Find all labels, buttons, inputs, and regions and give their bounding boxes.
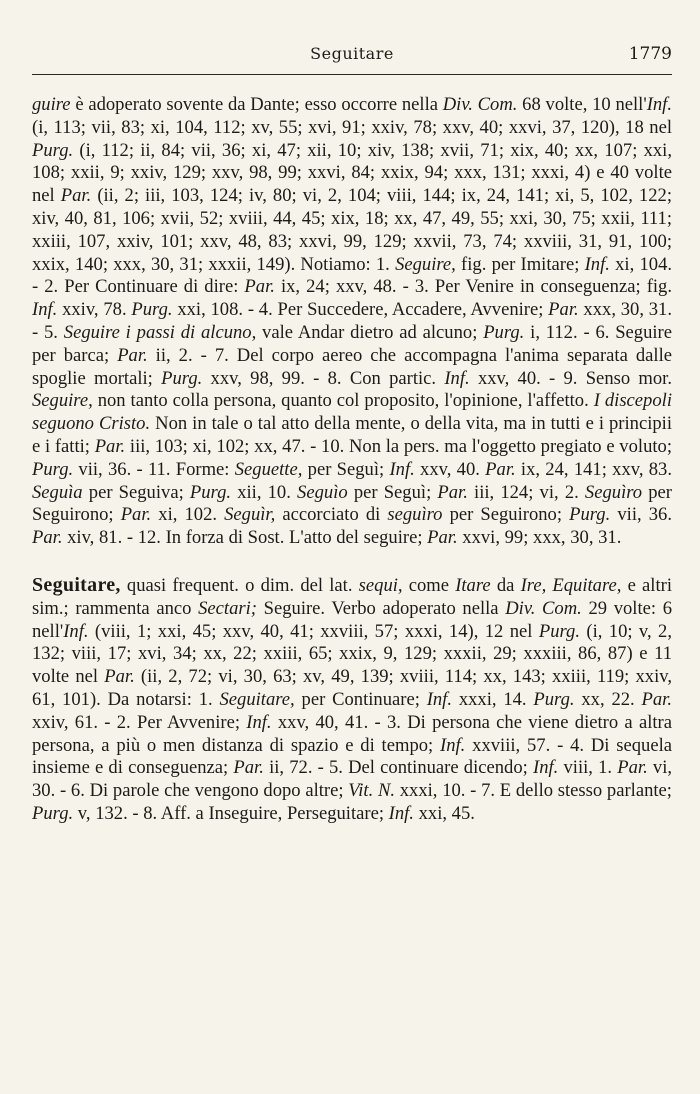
italic-citation: Purg. <box>483 321 525 343</box>
italic-citation: Sectari; <box>198 597 257 619</box>
italic-citation: Par. <box>60 185 92 207</box>
italic-citation: Par. <box>427 527 458 549</box>
italic-citation: Seguìo <box>297 481 348 503</box>
italic-citation: Par. <box>641 688 672 710</box>
italic-citation: Inf. <box>646 94 672 115</box>
italic-citation: Purg. <box>569 504 611 526</box>
italic-citation: Inf. <box>246 711 272 733</box>
italic-citation: Seguette, <box>234 458 303 480</box>
italic-citation: Par. <box>617 757 648 779</box>
page-number: 1779 <box>628 44 672 64</box>
italic-citation: Par. <box>548 299 579 321</box>
italic-citation: Par. <box>104 666 135 688</box>
italic-citation: Par. <box>94 435 126 457</box>
italic-citation: Inf. <box>388 802 414 824</box>
running-head-title: Seguitare <box>310 44 394 63</box>
italic-citation: Seguitare, <box>219 688 295 710</box>
italic-citation: Inf. <box>32 299 58 321</box>
italic-citation: Inf. <box>389 458 415 480</box>
italic-citation: Div. Com. <box>442 94 518 115</box>
italic-citation: Inf. <box>533 757 559 779</box>
italic-citation: sequi, <box>358 574 403 596</box>
italic-citation: I discepoli seguono Cristo. <box>32 390 672 435</box>
italic-citation: Purg. <box>538 620 580 642</box>
italic-citation: Inf. <box>440 734 466 756</box>
running-header <box>32 44 672 75</box>
italic-citation: Par. <box>120 504 152 526</box>
italic-citation: Seguire, <box>395 253 456 275</box>
italic-citation: Par. <box>32 527 63 549</box>
italic-citation: Seguire i passi di alcuno, <box>63 321 257 343</box>
italic-citation: Purg. <box>32 458 74 480</box>
italic-citation: Par. <box>437 481 468 503</box>
headword: Seguitare, <box>32 573 121 596</box>
italic-citation: Div. Com. <box>505 597 582 619</box>
entry-seguitare <box>32 574 672 826</box>
italic-citation: Purg. <box>189 481 232 503</box>
italic-citation: Purg. <box>32 139 74 161</box>
italic-citation: Par. <box>117 344 148 366</box>
italic-citation: Ire, Equitare, <box>520 574 622 596</box>
italic-citation: Purg. <box>32 802 74 824</box>
italic-citation: Inf. <box>63 620 89 642</box>
italic-citation: Par. <box>244 276 275 298</box>
entry-seguire-continuation: guire è adoperato sovente da Dante; esso occorre nella Div. Com. 68 volte, 10 nell'Inf. (i, 113; vii, 83; xi, 104, 112; xv, 55; xvi, 91; xxiv, 78; xxv, 40; xxvi, 37, 120), 18 nel Purg. (i, 112; ii, 84; vii, 36; xi, 47; xii, 10; xiv, 138; xvii, 71; xix, 40; xx, 107; xxi, 108; xxii, 9; xxiv, 129; xxv, 98, 99; xxvi, 84; xxix, 94; xxx, 131; xxxi, 4) e 40 volte nel Par. (ii, 2; iii, 103, 124; iv, 80; vi, 2, 104; viii, 144; ix, 24, 141; xi, 5, 102, 122; xiv, 40, 81, 106; xvii, 52; xviii, 44, 45; xix, 18; xx, 47, 49, 55; xxi, 30, 75; xxii, 111; xxiii, 107, xxiv, 101; xxv, 48, 83; xxvi, 99, 129; xxvii, 73, 74; xxviii, 31, 91, 100; xxix, 140; xxx, 30, 31; xxxii, 149). Notiamo: 1. Seguire, fig. per Imitare; Inf. xi, 104. - 2. Per Continuare di dire: Par. ix, 24; xxv, 48. - 3. Per Venire in conseguenza; fig. Inf. xxiv, 78. Purg. xxi, 108. - 4. Per Succedere, Accadere, Avvenire; Par. xxx, 30, 31. - 5. Seguire i passi di alcuno, vale Andar dietro ad alcuno; Purg. i, 112. - 6. Seguire per barca; Par. ii, 2. - 7. Del corpo aereo che accompagna l'anima separata dalle spoglie mortali; Purg. xxv, 98, 99. - 8. Con partic. Inf. xxv, 40. - 9. Senso mor. Seguire, non tanto colla persona, quanto col proposito, l'opinione, l'affetto. I discepoli seguono Cristo. Non in tale o tal atto della mente, o della vita, ma in tutti e i principii e i fatti; Par. iii, 103; xi, 102; xx, 47. - 10. Non la pers. ma l'oggetto pregiato e voluto; Purg. vii, 36. - 11. Forme: Seguette, per Seguì; Inf. xxv, 40. Par. ix, 24, 141; xxv, 83. Seguìa per Seguiva; Purg. xii, 10. Seguìo per Seguì; Par. iii, 124; vi, 2. Seguìro per Seguirono; Par. xi, 102. Seguìr, accorciato di seguìro per Seguirono; Purg. vii, 36. Par. xiv, 81. - 12. In forza di Sost. L'atto del seguire; Par. xxvi, 99; xxx, 30, 31. <box>32 94 673 549</box>
italic-citation: Seguìa <box>32 481 83 503</box>
italic-citation: Seguìro <box>584 481 643 503</box>
italic-citation: Inf. <box>584 253 610 275</box>
italic-citation: Par. <box>485 458 516 480</box>
entry-seguitare-body: quasi frequent. o dim. del lat. sequi, come Itare da Ire, Equitare, e altri sim.; rammenta anco Sectari; Seguire. Verbo adoperato nella Div. Com. 29 volte: 6 nell'Inf. (viii, 1; xxi, 45; xxv, 40, 41; xxviii, 57; xxxi, 14), 12 nel Purg. (i, 10; v, 2, 132; viii, 17; xvi, 34; xx, 22; xxiii, 65; xxix, 9, 129; xxxii, 29; xxxiii, 86, 87) e 11 volte nel Par. (ii, 2, 72; vi, 30, 63; xv, 49, 139; xviii, 114; xx, 143; xxiii, 119; xxiv, 61, 101). Da notarsi: 1. Seguitare, per Continuare; Inf. xxxi, 14. Purg. xx, 22. Par. xxiv, 61. - 2. Per Avvenire; Inf. xxv, 40, 41. - 3. Di persona che viene dietro a altra persona, a più o men distanza di spazio e di tempo; Inf. xxviii, 57. - 4. Di sequela insieme e di conseguenza; Par. ii, 72. - 5. Del continuare dicendo; Inf. viii, 1. Par. vi, 30. - 6. Di parole che vengono dopo altre; Vit. N. xxxi, 10. - 7. E dello stesso parlante; Purg. v, 132. - 8. Aff. a Inseguire, Perseguitare; Inf. xxi, 45. <box>32 574 673 824</box>
italic-citation: Itare <box>455 574 491 596</box>
italic-citation: Purg. <box>161 367 203 389</box>
italic-citation: Seguire, <box>32 390 93 412</box>
italic-citation: Seguìr, <box>224 504 276 526</box>
italic-citation: Par. <box>233 757 264 779</box>
italic-citation: Purg. <box>131 299 173 321</box>
dictionary-text <box>32 94 672 826</box>
italic-citation: Vit. N. <box>348 780 396 802</box>
italic-citation: guire <box>32 94 71 115</box>
italic-citation: Purg. <box>533 688 575 710</box>
italic-citation: Inf. <box>426 688 452 710</box>
italic-citation: Inf. <box>444 367 470 389</box>
italic-citation: seguìro <box>387 504 443 526</box>
